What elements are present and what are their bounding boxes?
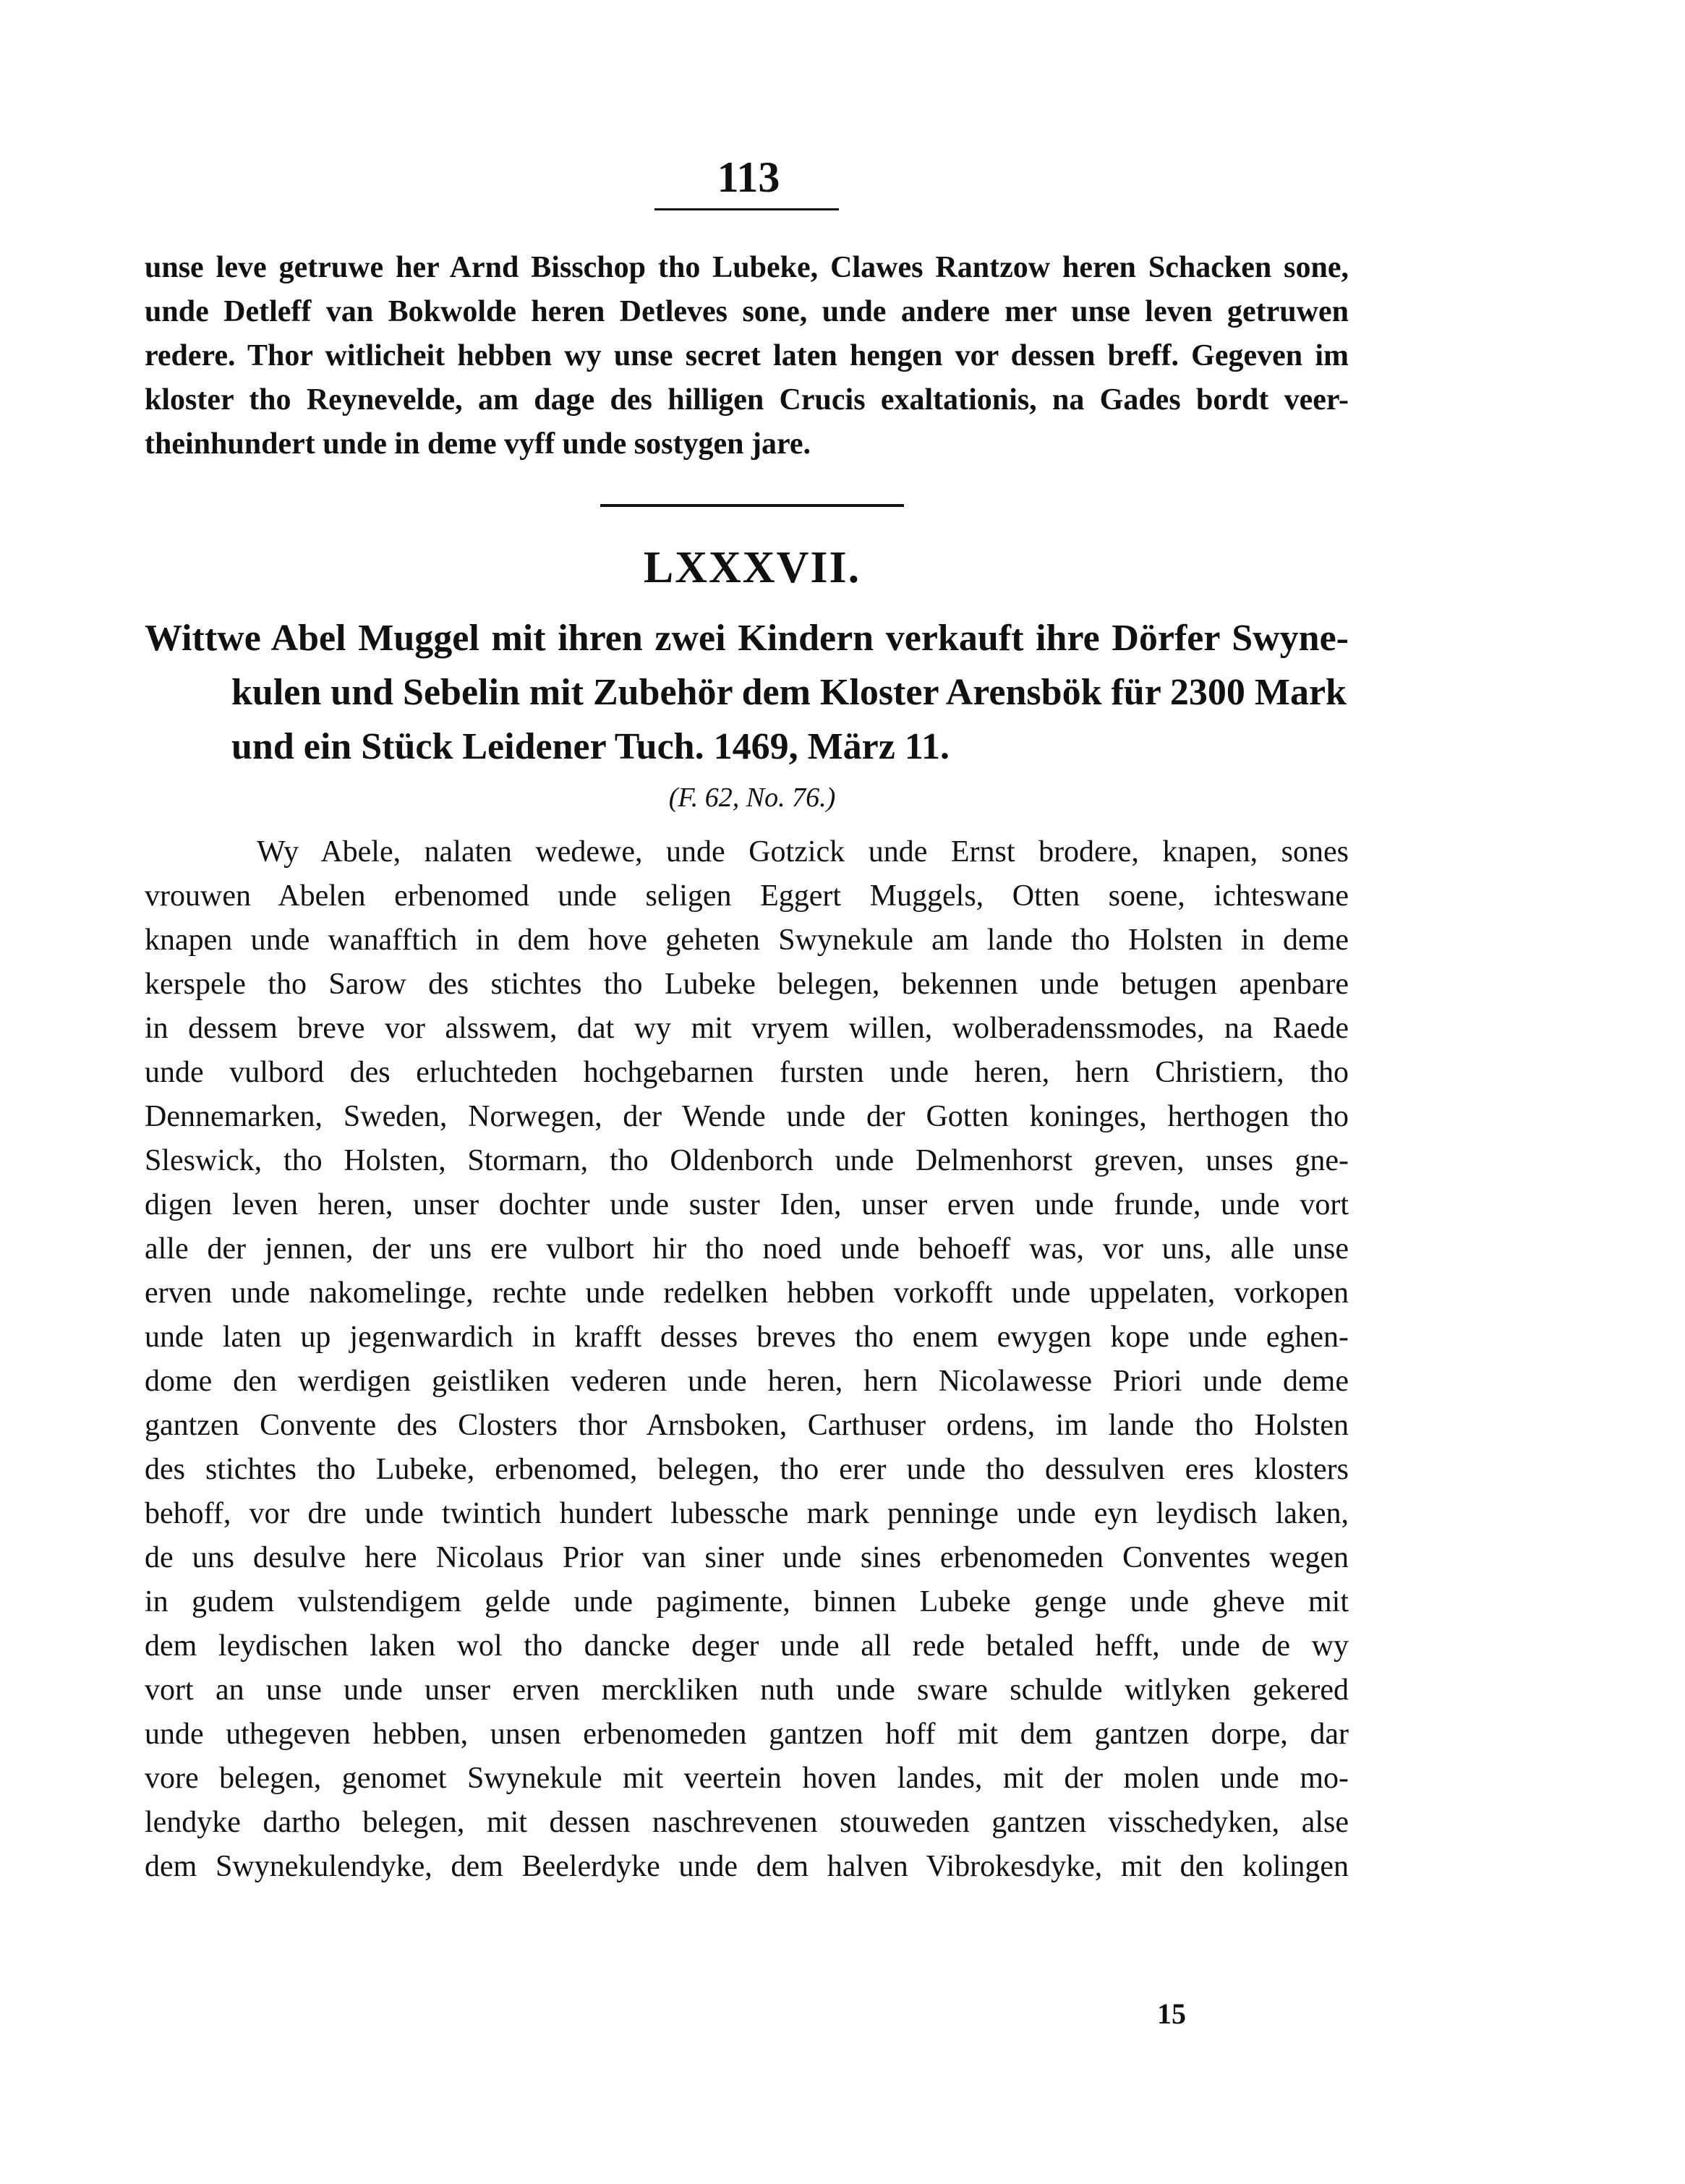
body-line: lendyke dartho belegen, mit dessen naschrevenen stouweden gantzen visschedyken, alse [145, 1806, 1349, 1839]
section-divider [600, 504, 904, 507]
intro-line: theinhundert unde in deme vyff unde sostygen jare. [145, 427, 811, 461]
body-line: de uns desulve here Nicolaus Prior van siner unde sines erbenomeden Conventes wegen [145, 1541, 1349, 1574]
body-line: vort an unse unde unser erven merckliken nuth unde sware schulde witlyken gekered [145, 1673, 1349, 1707]
body-line: behoff, vor dre unde twintich hundert lubessche mark penninge unde eyn leydisch laken, [145, 1497, 1349, 1530]
heading-line: kulen und Sebelin mit Zubehör dem Kloster Arensbök für 2300 Mark [231, 672, 1347, 713]
body-line: in gudem vulstendigem gelde unde pagimente, binnen Lubeke genge unde gheve mit [145, 1585, 1349, 1618]
page-number-rule [654, 208, 839, 210]
intro-paragraph [145, 246, 1349, 466]
intro-line: redere. Thor witlicheit hebben wy unse secret laten hengen vor dessen breff. Gegeven im [145, 339, 1349, 372]
body-line: des stichtes tho Lubeke, erbenomed, belegen, tho erer unde tho dessulven eres klosters [145, 1453, 1349, 1486]
body-line: unde laten up jegenwardich in krafft desses breves tho enem ewygen kope unde eghen- [145, 1321, 1349, 1354]
body-line: knapen unde wanafftich in dem hove geheten Swynekule am lande tho Holsten in deme [145, 923, 1349, 957]
heading-line: Wittwe Abel Muggel mit ihren zwei Kindern verkauft ihre Dörfer Swyne- [145, 618, 1349, 659]
section-number: LXXXVII. [643, 543, 861, 592]
body-line: dome den werdigen geistliken vederen unde heren, hern Nicolawesse Priori unde deme [145, 1365, 1349, 1398]
body-line: vrouwen Abelen erbenomed unde seligen Eggert Muggels, Otten soene, ichteswane [145, 879, 1349, 913]
intro-line: kloster tho Reynevelde, am dage des hilligen Crucis exaltationis, na Gades bordt veer- [145, 383, 1349, 417]
body-line: alle der jennen, der uns ere vulbort hir tho noed unde behoeff was, vor uns, alle unse [145, 1232, 1349, 1266]
intro-line: unde Detleff van Bokwolde heren Detleves sone, unde andere mer unse leven getruwen [145, 295, 1349, 328]
body-line: kerspele tho Sarow des stichtes tho Lubeke belegen, bekennen unde betugen apenbare [145, 968, 1349, 1001]
archive-reference: (F. 62, No. 76.) [668, 782, 836, 813]
signature-mark: 15 [1157, 1997, 1186, 2030]
body-line: Dennemarken, Sweden, Norwegen, der Wende unde der Gotten koninges, herthogen tho [145, 1100, 1349, 1133]
body-line: unde uthegeven hebben, unsen erbenomeden gantzen hoff mit dem gantzen dorpe, dar [145, 1718, 1349, 1751]
body-paragraph [145, 830, 1349, 1889]
body-line: dem leydischen laken wol tho dancke deger unde all rede betaled hefft, unde de wy [145, 1629, 1349, 1663]
intro-line: unse leve getruwe her Arnd Bisschop tho Lubeke, Clawes Rantzow heren Schacken sone, [145, 251, 1349, 284]
page-number: 113 [717, 153, 780, 201]
body-line: vore belegen, genomet Swynekule mit veertein hoven landes, mit der molen unde mo- [145, 1762, 1349, 1795]
body-line: Wy Abele, nalaten wedewe, unde Gotzick unde Ernst brodere, knapen, sones [257, 835, 1349, 869]
body-line: digen leven heren, unser dochter unde suster Iden, unser erven unde frunde, unde vort [145, 1188, 1349, 1221]
body-line: erven unde nakomelinge, rechte unde redelken hebben vorkofft unde uppelaten, vorkopen [145, 1276, 1349, 1310]
body-line: Sleswick, tho Holsten, Stormarn, tho Oldenborch unde Delmenhorst greven, unses gne- [145, 1144, 1349, 1177]
body-line: in dessem breve vor alsswem, dat wy mit vryem willen, wolberadenssmodes, na Raede [145, 1012, 1349, 1045]
body-line: dem Swynekulendyke, dem Beelerdyke unde dem halven Vibrokesdyke, mit den kolingen [145, 1850, 1349, 1883]
document-heading [145, 611, 1349, 774]
body-line: gantzen Convente des Closters thor Arnsboken, Carthuser ordens, im lande tho Holsten [145, 1409, 1349, 1442]
heading-line: und ein Stück Leidener Tuch. 1469, März 11. [231, 726, 950, 767]
body-line: unde vulbord des erluchteden hochgebarnen fursten unde heren, hern Christiern, tho [145, 1056, 1349, 1089]
